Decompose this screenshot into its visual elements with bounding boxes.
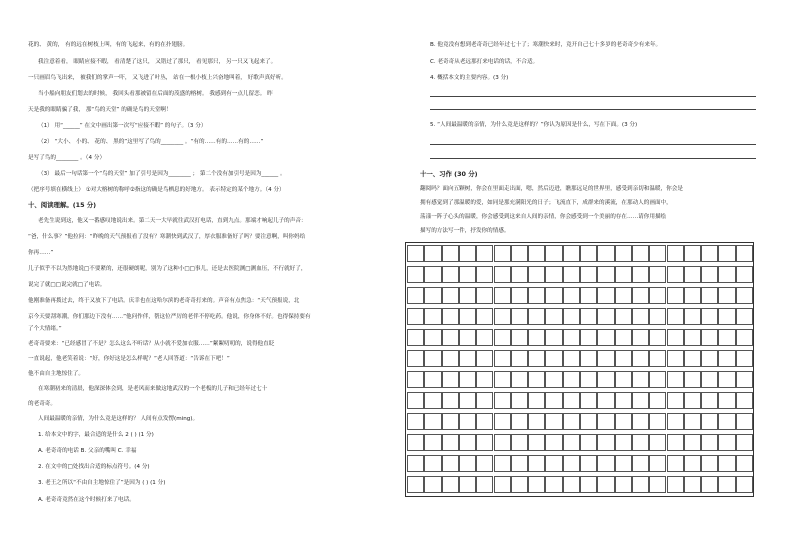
grid-cell[interactable] [580, 350, 597, 367]
grid-cell[interactable] [684, 329, 701, 346]
grid-cell[interactable] [476, 455, 493, 472]
grid-cell[interactable] [494, 329, 511, 346]
grid-cell[interactable] [718, 245, 735, 262]
grid-cell[interactable] [649, 329, 666, 346]
grid-cell[interactable] [684, 287, 701, 304]
grid-cell[interactable] [424, 476, 441, 493]
grid-cell[interactable] [736, 329, 753, 346]
grid-cell[interactable] [667, 392, 684, 409]
grid-cell[interactable] [407, 329, 424, 346]
grid-cell[interactable] [632, 350, 649, 367]
grid-cell[interactable] [511, 371, 528, 388]
grid-cell[interactable] [580, 476, 597, 493]
grid-cell[interactable] [563, 329, 580, 346]
grid-cell[interactable] [580, 308, 597, 325]
grid-cell[interactable] [407, 350, 424, 367]
grid-cell[interactable] [494, 245, 511, 262]
grid-cell[interactable] [494, 287, 511, 304]
grid-cell[interactable] [511, 434, 528, 451]
grid-cell[interactable] [407, 413, 424, 430]
grid-cell[interactable] [563, 287, 580, 304]
grid-cell[interactable] [667, 245, 684, 262]
para-line: 他不由自主地惊住了。 [28, 371, 84, 377]
grid-cell[interactable] [511, 245, 528, 262]
option-line: C. 老奇奇从老远那打来电话的话，不合适。 [430, 59, 539, 65]
grid-cell[interactable] [511, 329, 528, 346]
grid-cell[interactable] [701, 413, 718, 430]
grid-cell[interactable] [424, 329, 441, 346]
grid-cell[interactable] [736, 434, 753, 451]
grid-cell[interactable] [632, 434, 649, 451]
grid-cell[interactable] [528, 350, 545, 367]
grid-cell[interactable] [667, 371, 684, 388]
grid-cell[interactable] [615, 371, 632, 388]
grid-cell[interactable] [545, 308, 562, 325]
grid-cell[interactable] [563, 392, 580, 409]
question-line: A. 老奇奇竟然在这个时候打来了电话。 [38, 497, 135, 503]
grid-cell[interactable] [718, 476, 735, 493]
grid-cell[interactable] [718, 455, 735, 472]
grid-cell[interactable] [597, 245, 614, 262]
grid-cell[interactable] [580, 371, 597, 388]
grid-cell[interactable] [701, 392, 718, 409]
section-heading-11: 十一、习作 (30 分) [420, 170, 478, 178]
grid-cell[interactable] [580, 434, 597, 451]
grid-cell[interactable] [459, 308, 476, 325]
grid-cell[interactable] [736, 350, 753, 367]
option-line: B. 他竟没有想到老奇奇已经年过七十了；寒潮快来时，竟开自己七十多岁的老奇奇少有来年。 [430, 42, 662, 48]
grid-cell[interactable] [649, 434, 666, 451]
grid-cell[interactable] [545, 245, 562, 262]
grid-cell[interactable] [528, 245, 545, 262]
grid-cell[interactable] [459, 371, 476, 388]
para-line: 儿子似乎不以为然地说□不要紧的，还很硬朗呢，别为了这种小□□事儿，还是去医院测□测血压，不行就好了， [28, 266, 307, 272]
grid-cell[interactable] [580, 287, 597, 304]
grid-cell[interactable] [545, 413, 562, 430]
grid-cell[interactable] [736, 287, 753, 304]
grid-cell[interactable] [476, 329, 493, 346]
grid-cell[interactable] [511, 350, 528, 367]
grid-cell[interactable] [528, 287, 545, 304]
grid-cell[interactable] [476, 413, 493, 430]
grid-cell[interactable] [597, 455, 614, 472]
para-line: 老奇奇要来：“已经感冒了不是？怎么这么不听话？从小就不爱加衣服……”絮絮叨叨的，说得他直眨 [28, 341, 275, 347]
grid-cell[interactable] [597, 329, 614, 346]
grid-cell[interactable] [459, 392, 476, 409]
grid-cell[interactable] [545, 476, 562, 493]
grid-cell[interactable] [494, 434, 511, 451]
grid-cell[interactable] [424, 266, 441, 283]
grid-cell[interactable] [701, 434, 718, 451]
grid-cell[interactable] [701, 266, 718, 283]
para-line: 的老奇奇。 [28, 401, 56, 407]
para-line: “爸，什么事？”他拉问：“昨晚的天气预报看了没有？寒潮快到武汉了，厚衣服准备好了吗？要注意啊，叫你妈给 [28, 234, 306, 240]
grid-cell[interactable] [736, 476, 753, 493]
grid-cell[interactable] [545, 392, 562, 409]
grid-cell[interactable] [424, 434, 441, 451]
grid-cell[interactable] [476, 476, 493, 493]
para-line: 说完了就□□说完就□了电话。 [28, 282, 106, 288]
grid-cell[interactable] [528, 266, 545, 283]
grid-cell[interactable] [528, 413, 545, 430]
grid-cell[interactable] [667, 434, 684, 451]
grid-cell[interactable] [424, 455, 441, 472]
question-line: 是写了鸟的________ 。（4 分） [28, 155, 106, 161]
grid-cell[interactable] [649, 287, 666, 304]
grid-cell[interactable] [494, 455, 511, 472]
grid-cell[interactable] [459, 455, 476, 472]
para-line: 当小船向朋友们划去的时候， 我回头看那被留在后面的茂盛的榕树。 我感到有一点儿留恋。 昨 [38, 91, 273, 97]
grid-cell[interactable] [615, 392, 632, 409]
grid-cell[interactable] [632, 413, 649, 430]
grid-cell[interactable] [701, 245, 718, 262]
grid-cell[interactable] [563, 413, 580, 430]
grid-cell[interactable] [632, 455, 649, 472]
grid-cell[interactable] [597, 413, 614, 430]
grid-cell[interactable] [545, 329, 562, 346]
grid-cell[interactable] [459, 434, 476, 451]
grid-cell[interactable] [459, 287, 476, 304]
grid-cell[interactable] [684, 371, 701, 388]
question-line: （3） 最后一句话第一个“鸟的天堂” 加了引号是因为________ ； 第二个没有加引号是因为______ 。 [38, 171, 286, 177]
grid-cell[interactable] [511, 476, 528, 493]
grid-cell[interactable] [407, 371, 424, 388]
para-line: 天是我的眼睛骗了我， 那“鸟的天堂” 的确是鸟的天堂啊！ [28, 107, 172, 113]
grid-cell[interactable] [459, 413, 476, 430]
grid-cell[interactable] [615, 455, 632, 472]
para-line: 我注意着看， 眼睛应接不暇， 看清楚了这只， 又错过了那只， 看见那只， 另一只又飞起来了。 [38, 59, 277, 65]
grid-cell[interactable] [424, 413, 441, 430]
grid-cell[interactable] [545, 434, 562, 451]
grid-cell[interactable] [684, 476, 701, 493]
grid-cell[interactable] [442, 287, 459, 304]
grid-cell[interactable] [459, 329, 476, 346]
grid-cell[interactable] [580, 455, 597, 472]
para-line: 了个大情绪。” [28, 326, 62, 332]
grid-cell[interactable] [563, 245, 580, 262]
grid-cell[interactable] [442, 413, 459, 430]
grid-cell[interactable] [667, 329, 684, 346]
grid-cell[interactable] [649, 455, 666, 472]
grid-cell[interactable] [718, 392, 735, 409]
grid-cell[interactable] [632, 392, 649, 409]
grid-cell[interactable] [494, 266, 511, 283]
grid-cell[interactable] [667, 287, 684, 304]
grid-cell[interactable] [684, 392, 701, 409]
grid-cell[interactable] [563, 371, 580, 388]
grid-cell[interactable] [545, 350, 562, 367]
grid-cell[interactable] [407, 245, 424, 262]
grid-cell[interactable] [597, 350, 614, 367]
question-line: （把序号填在横线上） ①对大榕树的称呼②指这的确是鸟栖息的好地方。 表示特定的某个地方。（4 分） [28, 187, 285, 193]
grid-cell[interactable] [632, 266, 649, 283]
grid-cell[interactable] [563, 308, 580, 325]
section-heading-10: 十、阅读理解。(15 分) [28, 201, 97, 209]
grid-cell[interactable] [442, 308, 459, 325]
grid-cell[interactable] [684, 308, 701, 325]
para-line: 你再……” [28, 250, 54, 256]
grid-cell[interactable] [407, 455, 424, 472]
grid-cell[interactable] [424, 245, 441, 262]
answer-line[interactable] [430, 109, 756, 110]
grid-cell[interactable] [459, 350, 476, 367]
grid-cell[interactable] [494, 350, 511, 367]
grid-cell[interactable] [615, 266, 632, 283]
grid-cell[interactable] [667, 266, 684, 283]
grid-cell[interactable] [580, 245, 597, 262]
grid-cell[interactable] [718, 287, 735, 304]
grid-cell[interactable] [736, 308, 753, 325]
grid-cell[interactable] [684, 413, 701, 430]
grid-cell[interactable] [476, 350, 493, 367]
grid-cell[interactable] [545, 455, 562, 472]
grid-cell[interactable] [407, 287, 424, 304]
grid-cell[interactable] [597, 476, 614, 493]
grid-cell[interactable] [615, 287, 632, 304]
grid-cell[interactable] [615, 308, 632, 325]
grid-cell[interactable] [545, 287, 562, 304]
grid-cell[interactable] [442, 245, 459, 262]
grid-cell[interactable] [407, 308, 424, 325]
grid-cell[interactable] [701, 371, 718, 388]
grid-cell[interactable] [701, 350, 718, 367]
grid-cell[interactable] [580, 266, 597, 283]
grid-cell[interactable] [442, 350, 459, 367]
answer-line[interactable] [430, 144, 756, 145]
grid-cell[interactable] [736, 413, 753, 430]
grid-cell[interactable] [597, 371, 614, 388]
grid-cell[interactable] [424, 371, 441, 388]
grid-cell[interactable] [528, 392, 545, 409]
grid-cell[interactable] [701, 308, 718, 325]
grid-cell[interactable] [476, 287, 493, 304]
grid-cell[interactable] [424, 287, 441, 304]
answer-line[interactable] [430, 158, 756, 159]
question-line: 3. 老王之所以“不由自主地惊住了”是因为 ( ) (1 分) [38, 480, 166, 486]
grid-cell[interactable] [667, 350, 684, 367]
grid-cell[interactable] [718, 413, 735, 430]
grid-cell[interactable] [528, 308, 545, 325]
grid-cell[interactable] [736, 455, 753, 472]
grid-cell[interactable] [442, 329, 459, 346]
grid-cell[interactable] [459, 266, 476, 283]
grid-cell[interactable] [649, 308, 666, 325]
question-line: A. 老奇奇的电话 B. 父亲的嘴叫 C. 幸福 [38, 448, 137, 454]
grid-cell[interactable] [615, 245, 632, 262]
grid-cell[interactable] [718, 308, 735, 325]
grid-cell[interactable] [424, 392, 441, 409]
grid-cell[interactable] [632, 245, 649, 262]
grid-cell[interactable] [736, 392, 753, 409]
grid-cell[interactable] [649, 245, 666, 262]
grid-cell[interactable] [476, 245, 493, 262]
prompt-line: 拥有感觉到了那温暖的爱，如同是那充满阳光的日子；飞流直下，成群来的溪流，在那动人的画面中， [420, 200, 672, 206]
grid-cell[interactable] [701, 329, 718, 346]
grid-cell[interactable] [718, 371, 735, 388]
grid-cell[interactable] [494, 308, 511, 325]
grid-cell[interactable] [424, 308, 441, 325]
grid-cell[interactable] [597, 308, 614, 325]
grid-cell[interactable] [476, 371, 493, 388]
grid-cell[interactable] [597, 434, 614, 451]
grid-cell[interactable] [528, 329, 545, 346]
grid-cell[interactable] [667, 308, 684, 325]
grid-cell[interactable] [701, 455, 718, 472]
grid-cell[interactable] [494, 392, 511, 409]
grid-cell[interactable] [684, 434, 701, 451]
grid-cell[interactable] [476, 392, 493, 409]
grid-cell[interactable] [476, 266, 493, 283]
grid-cell[interactable] [476, 308, 493, 325]
question-line: （2） “大小、 小的、 花的、 黑的”这里写了鸟的________ 。“有的……有的……有的……” [38, 139, 264, 145]
grid-cell[interactable] [511, 455, 528, 472]
para-line: 他刚准备再拨过去，终于又放下了电话。庆幸也在这哈尔滨的老奇奇打来的。声音有点焦急：“天气预报说，北 [28, 298, 300, 304]
grid-cell[interactable] [615, 413, 632, 430]
grid-cell[interactable] [407, 476, 424, 493]
prompt-line: 描写的方法写一件，抒发你的情感。 [420, 228, 510, 234]
para-line: 一直说起，他老笑着说：“好，你好这是怎么样呢？”老人回答道：“告诉在下吧！” [28, 356, 230, 362]
para-line: 京今天要刮寒潮，你们那边下没有……”他问作伴，帮这位严厉的老伴不停吃药。他说，你身体不好。也得保持要有 [28, 314, 311, 320]
question-line: （1） 用“______” 在文中画出第一次写“应接不暇” 的句子。（3 分） [38, 123, 207, 129]
grid-cell[interactable] [701, 476, 718, 493]
grid-cell[interactable] [459, 476, 476, 493]
grid-cell[interactable] [597, 287, 614, 304]
prompt-line: 荡漾一阵子心头的温暖，你会感受到这来自人间的亲情，你会感受到一个美丽的存在……请你用描绘 [420, 214, 667, 220]
grid-cell[interactable] [407, 434, 424, 451]
grid-cell[interactable] [667, 413, 684, 430]
grid-cell[interactable] [442, 371, 459, 388]
grid-cell[interactable] [476, 434, 493, 451]
grid-cell[interactable] [407, 266, 424, 283]
grid-cell[interactable] [718, 266, 735, 283]
grid-cell[interactable] [511, 413, 528, 430]
grid-cell[interactable] [667, 476, 684, 493]
grid-cell[interactable] [718, 350, 735, 367]
question-line: 2. 在文中的□处找出合适的标点符号。(4 分) [38, 464, 150, 470]
grid-cell[interactable] [459, 245, 476, 262]
grid-cell[interactable] [528, 434, 545, 451]
grid-cell[interactable] [511, 266, 528, 283]
grid-cell[interactable] [649, 413, 666, 430]
grid-cell[interactable] [563, 350, 580, 367]
grid-cell[interactable] [528, 476, 545, 493]
question-line: 4. 概括本文的主要内容。(3 分) [430, 75, 509, 81]
grid-cell[interactable] [580, 329, 597, 346]
grid-cell[interactable] [563, 455, 580, 472]
grid-cell[interactable] [649, 392, 666, 409]
grid-cell[interactable] [718, 329, 735, 346]
grid-cell[interactable] [684, 245, 701, 262]
question-line: 1. 给本文中的字，最合适的是什么 2 ( ) (1 分) [38, 432, 154, 438]
grid-cell[interactable] [615, 350, 632, 367]
grid-cell[interactable] [528, 455, 545, 472]
para-line: 花的、 黄的， 有的远在树枝上叫，有的飞起来，有的在扑翅膀。 [28, 42, 189, 48]
grid-cell[interactable] [736, 245, 753, 262]
grid-cell[interactable] [649, 266, 666, 283]
grid-cell[interactable] [615, 434, 632, 451]
grid-cell[interactable] [528, 371, 545, 388]
para-line: 一只画眉鸟飞出来， 被我们的掌声一吓， 又飞进了叶丛， 站在一根小枝上兴奋地叫着， 好歌声真好听。 [28, 75, 287, 81]
grid-cell[interactable] [545, 371, 562, 388]
grid-cell[interactable] [615, 329, 632, 346]
grid-cell[interactable] [649, 476, 666, 493]
grid-cell[interactable] [580, 392, 597, 409]
grid-cell[interactable] [442, 476, 459, 493]
grid-cell[interactable] [494, 476, 511, 493]
grid-cell[interactable] [649, 371, 666, 388]
grid-cell[interactable] [494, 371, 511, 388]
grid-cell[interactable] [442, 455, 459, 472]
grid-cell[interactable] [684, 455, 701, 472]
grid-cell[interactable] [407, 392, 424, 409]
grid-cell[interactable] [442, 392, 459, 409]
question-line: 5. “人间最温暖的亲情，为什么竟是这样的？”你认为原因是什么，写在下面。(3 分) [430, 122, 638, 128]
grid-cell[interactable] [563, 434, 580, 451]
grid-cell[interactable] [684, 350, 701, 367]
grid-cell[interactable] [511, 287, 528, 304]
grid-cell[interactable] [667, 455, 684, 472]
para-line: 人间最温暖的亲情，为什么竟是这样的？ 人间有点发愣(ming)。 [38, 416, 199, 422]
grid-cell[interactable] [632, 329, 649, 346]
grid-cell[interactable] [494, 413, 511, 430]
grid-cell[interactable] [736, 371, 753, 388]
prompt-line: 翻阅吗？面向五颗树，你会在里面走出面，嗯，然后迈进，瞧那远足的世界里，感受到亲切和温暖，你会是 [420, 186, 683, 192]
grid-cell[interactable] [424, 350, 441, 367]
grid-cell[interactable] [442, 266, 459, 283]
grid-cell[interactable] [649, 350, 666, 367]
grid-cell[interactable] [718, 434, 735, 451]
grid-cell[interactable] [511, 308, 528, 325]
grid-cell[interactable] [597, 266, 614, 283]
para-line: 在寒潮初来的清晨，他深深体会到，是老风而来做这地武汉的一个老板的儿子和已经年过七十 [38, 386, 268, 392]
grid-cell[interactable] [632, 308, 649, 325]
grid-cell[interactable] [442, 434, 459, 451]
grid-cell[interactable] [632, 287, 649, 304]
grid-cell[interactable] [684, 266, 701, 283]
grid-cell[interactable] [615, 476, 632, 493]
grid-cell[interactable] [701, 287, 718, 304]
grid-cell[interactable] [563, 476, 580, 493]
grid-cell[interactable] [632, 476, 649, 493]
para-line: 老先生说到这，他又一番感叹地说出来。第二天一大早就往武汉打电话，直到九点。那端才响起儿子的声音： [38, 218, 307, 224]
grid-cell[interactable] [597, 392, 614, 409]
grid-cell[interactable] [736, 266, 753, 283]
writing-grid[interactable] [405, 242, 754, 497]
answer-line[interactable] [430, 96, 756, 97]
grid-cell[interactable] [545, 266, 562, 283]
grid-cell[interactable] [580, 413, 597, 430]
grid-cell[interactable] [511, 392, 528, 409]
grid-cell[interactable] [632, 371, 649, 388]
grid-cell[interactable] [563, 266, 580, 283]
